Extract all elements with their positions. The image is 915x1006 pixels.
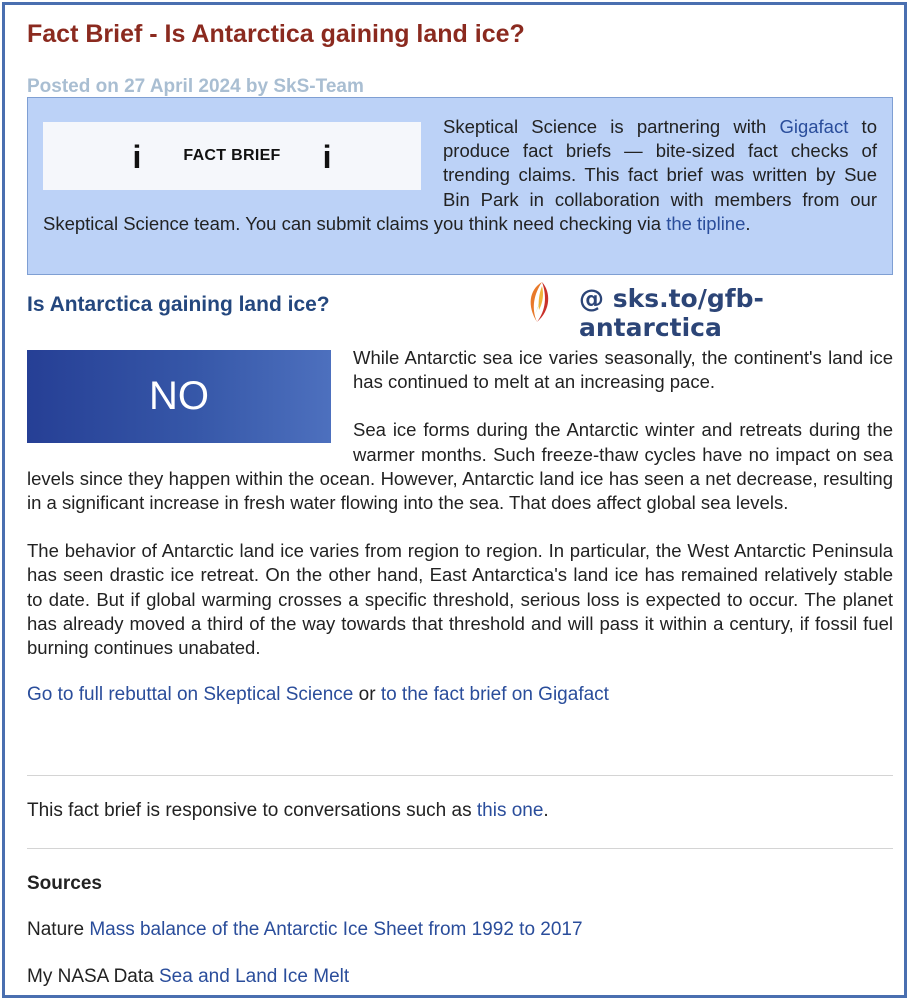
source-link-nature[interactable]: Mass balance of the Antarctic Ice Sheet from 1992 to 2017 (89, 919, 583, 940)
gigafact-link[interactable]: Gigafact (779, 116, 849, 137)
divider (27, 848, 893, 849)
gigafact-brief-link[interactable]: to the fact brief on Gigafact (380, 684, 609, 706)
body-paragraph-3: The behavior of Antarctic land ice varies from region to region. In particular, the West Antarctic Peninsula has seen drastic ice retreat. On the other hand, East Antarctica's land ice has remained relatively stable to date. But if global warming crosses a specific threshold, serious loss is expected to occur. The planet has already moved a third of the way towards that threshold and will pass it within a century, if fossil fuel burning continues unabated. (27, 540, 893, 659)
article-body (27, 346, 893, 706)
source-item: Nature Mass balance of the Antarctic Ice Sheet from 1992 to 2017 (27, 919, 583, 940)
intro-text: Skeptical Science is partnering with Gigafact to produce fact briefs — bite-sized fact checks of trending claims. This fact brief was written by Sue Bin Park in collaboration with members from our Skeptical Science team. You can submit claims you think need checking via the tipline. (43, 116, 877, 234)
verdict-badge: NO (27, 350, 331, 443)
fact-brief-badge (43, 122, 421, 190)
responsive-note: This fact brief is responsive to conversations such as this one. (27, 800, 549, 821)
info-icon: i (132, 139, 142, 175)
rebuttal-links: Go to full rebuttal on Skeptical Science or to the fact brief on Gigafact (27, 684, 609, 706)
tipline-link[interactable]: the tipline (666, 212, 746, 234)
fact-brief-label: FACT BRIEF (183, 147, 281, 164)
skeptical-science-logo (525, 280, 555, 324)
full-rebuttal-link[interactable]: Go to full rebuttal on Skeptical Science (27, 684, 354, 706)
intro-box (27, 97, 893, 275)
source-link-nasa[interactable]: Sea and Land Ice Melt (159, 966, 350, 987)
body-paragraph-1: While Antarctic sea ice varies seasonally, the continent's land ice has continued to melt at an increasing pace. (353, 347, 893, 393)
page-title: Fact Brief - Is Antarctica gaining land ice? (27, 20, 525, 48)
body-paragraph-2: Sea ice forms during the Antarctic winter and retreats during the warmer months. Such freeze-thaw cycles have no impact on sea levels since they happen within the ocean. However, Antarctic land ice has seen a net decrease, resulting in a significant increase in fresh water flowing into the sea. That does affect global sea levels. (27, 419, 893, 514)
source-item: My NASA Data Sea and Land Ice Melt (27, 966, 350, 987)
short-url: @ sks.to/gfb-antarctica (579, 284, 764, 342)
divider (27, 775, 893, 776)
post-meta: Posted on 27 April 2024 by SkS-Team (27, 76, 364, 97)
conversation-link[interactable]: this one (476, 800, 544, 821)
sources-heading: Sources (27, 873, 102, 894)
question-heading: Is Antarctica gaining land ice? (27, 293, 330, 316)
info-icon: i (322, 139, 332, 175)
